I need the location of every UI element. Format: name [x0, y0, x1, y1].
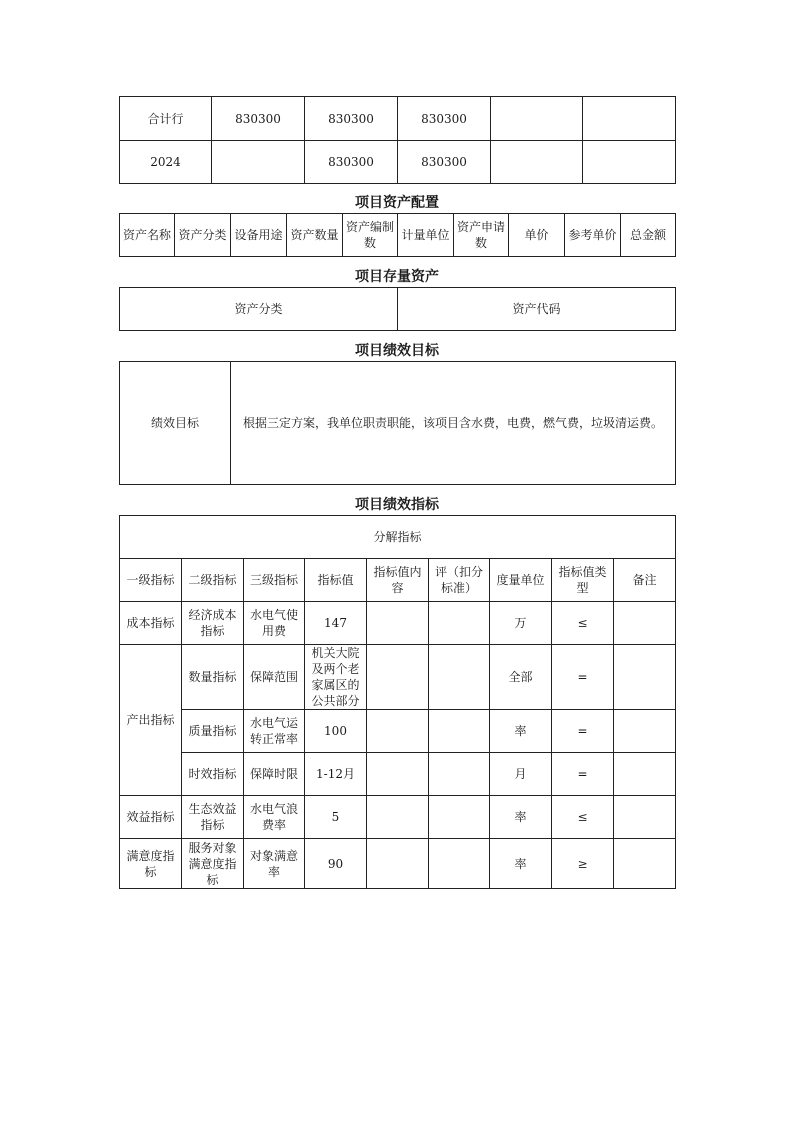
column-header: 指标值类型 [552, 559, 614, 602]
level1-cell: 产出指标 [120, 645, 182, 796]
column-header: 资产数量 [287, 214, 343, 257]
content-cell [367, 753, 429, 796]
content-cell [367, 796, 429, 839]
level3-cell: 保障范围 [244, 645, 305, 710]
budget-row-total [120, 97, 676, 141]
column-header: 资产代码 [398, 288, 676, 331]
criteria-cell [429, 796, 490, 839]
indicator-group-row [120, 516, 676, 559]
budget-cell [491, 141, 583, 184]
type-cell: ≤ [552, 796, 614, 839]
budget-cell: 2024 [120, 141, 212, 184]
type-cell: ≤ [552, 602, 614, 645]
budget-row-year [120, 141, 676, 184]
note-cell [614, 710, 676, 753]
level2-cell: 经济成本指标 [182, 602, 244, 645]
column-header: 计量单位 [398, 214, 454, 257]
budget-cell [491, 97, 583, 141]
budget-table [119, 96, 676, 184]
value-cell: 100 [305, 710, 367, 753]
budget-cell: 合计行 [120, 97, 212, 141]
column-header: 一级指标 [120, 559, 182, 602]
column-header: 资产分类 [175, 214, 231, 257]
budget-cell: 830300 [398, 97, 491, 141]
asset-config-table [119, 213, 676, 257]
budget-cell [583, 97, 676, 141]
asset-config-title: 项目资产配置 [355, 195, 439, 211]
criteria-cell [429, 710, 490, 753]
level3-cell: 保障时限 [244, 753, 305, 796]
value-cell: 1-12月 [305, 753, 367, 796]
budget-cell: 830300 [305, 97, 398, 141]
column-header: 参考单价 [565, 214, 621, 257]
column-header: 总金额 [621, 214, 676, 257]
level2-cell: 数量指标 [182, 645, 244, 710]
note-cell [614, 839, 676, 889]
note-cell [614, 602, 676, 645]
value-cell: 5 [305, 796, 367, 839]
performance-goal-title: 项目绩效目标 [355, 343, 439, 359]
column-header: 指标值内容 [367, 559, 429, 602]
budget-cell [212, 141, 305, 184]
asset-config-header-row [120, 214, 676, 257]
content-cell [367, 710, 429, 753]
content-cell [367, 645, 429, 710]
indicator-header-row [120, 559, 676, 602]
stock-assets-title: 项目存量资产 [355, 269, 439, 285]
criteria-cell [429, 753, 490, 796]
level3-cell: 对象满意率 [244, 839, 305, 889]
level3-cell: 水电气浪费率 [244, 796, 305, 839]
column-header: 资产编制数 [343, 214, 398, 257]
type-cell: = [552, 710, 614, 753]
table-row [120, 602, 676, 645]
column-header: 资产名称 [120, 214, 175, 257]
performance-goal-table [119, 361, 676, 485]
level2-cell: 生态效益指标 [182, 796, 244, 839]
indicator-group-header: 分解指标 [120, 516, 676, 559]
performance-goal-label: 绩效目标 [120, 362, 231, 485]
level3-cell: 水电气使用费 [244, 602, 305, 645]
unit-cell: 率 [490, 796, 552, 839]
level1-cell: 效益指标 [120, 796, 182, 839]
content-cell [367, 602, 429, 645]
column-header: 二级指标 [182, 559, 244, 602]
type-cell: ≥ [552, 839, 614, 889]
type-cell: = [552, 645, 614, 710]
level1-cell: 成本指标 [120, 602, 182, 645]
content-cell [367, 839, 429, 889]
value-cell: 147 [305, 602, 367, 645]
note-cell [614, 796, 676, 839]
budget-cell: 830300 [305, 141, 398, 184]
stock-assets-table [119, 287, 676, 331]
level2-cell: 质量指标 [182, 710, 244, 753]
criteria-cell [429, 645, 490, 710]
criteria-cell [429, 602, 490, 645]
column-header: 三级指标 [244, 559, 305, 602]
value-cell: 90 [305, 839, 367, 889]
value-cell: 机关大院及两个老家属区的公共部分 [305, 645, 367, 710]
table-row [120, 796, 676, 839]
note-cell [614, 753, 676, 796]
table-row [120, 839, 676, 889]
note-cell [614, 645, 676, 710]
unit-cell: 全部 [490, 645, 552, 710]
level2-cell: 时效指标 [182, 753, 244, 796]
column-header: 设备用途 [231, 214, 287, 257]
stock-assets-header-row [120, 288, 676, 331]
unit-cell: 率 [490, 710, 552, 753]
performance-indicators-title: 项目绩效指标 [355, 497, 439, 513]
budget-cell: 830300 [398, 141, 491, 184]
column-header: 资产分类 [120, 288, 398, 331]
column-header: 单价 [509, 214, 565, 257]
unit-cell: 月 [490, 753, 552, 796]
table-row [120, 710, 676, 753]
performance-indicators-table [119, 515, 676, 889]
column-header: 备注 [614, 559, 676, 602]
column-header: 指标值 [305, 559, 367, 602]
column-header: 资产申请数 [454, 214, 509, 257]
column-header: 度量单位 [490, 559, 552, 602]
performance-goal-text: 根据三定方案，我单位职责职能，该项目含水费，电费，燃气费，垃圾清运费。 [231, 362, 676, 485]
criteria-cell [429, 839, 490, 889]
level3-cell: 水电气运转正常率 [244, 710, 305, 753]
level1-cell: 满意度指标 [120, 839, 182, 889]
type-cell: = [552, 753, 614, 796]
table-row [120, 645, 676, 710]
table-row [120, 753, 676, 796]
budget-cell: 830300 [212, 97, 305, 141]
unit-cell: 万 [490, 602, 552, 645]
unit-cell: 率 [490, 839, 552, 889]
budget-cell [583, 141, 676, 184]
level2-cell: 服务对象满意度指标 [182, 839, 244, 889]
performance-goal-row [120, 362, 676, 485]
column-header: 评（扣分标准） [429, 559, 490, 602]
